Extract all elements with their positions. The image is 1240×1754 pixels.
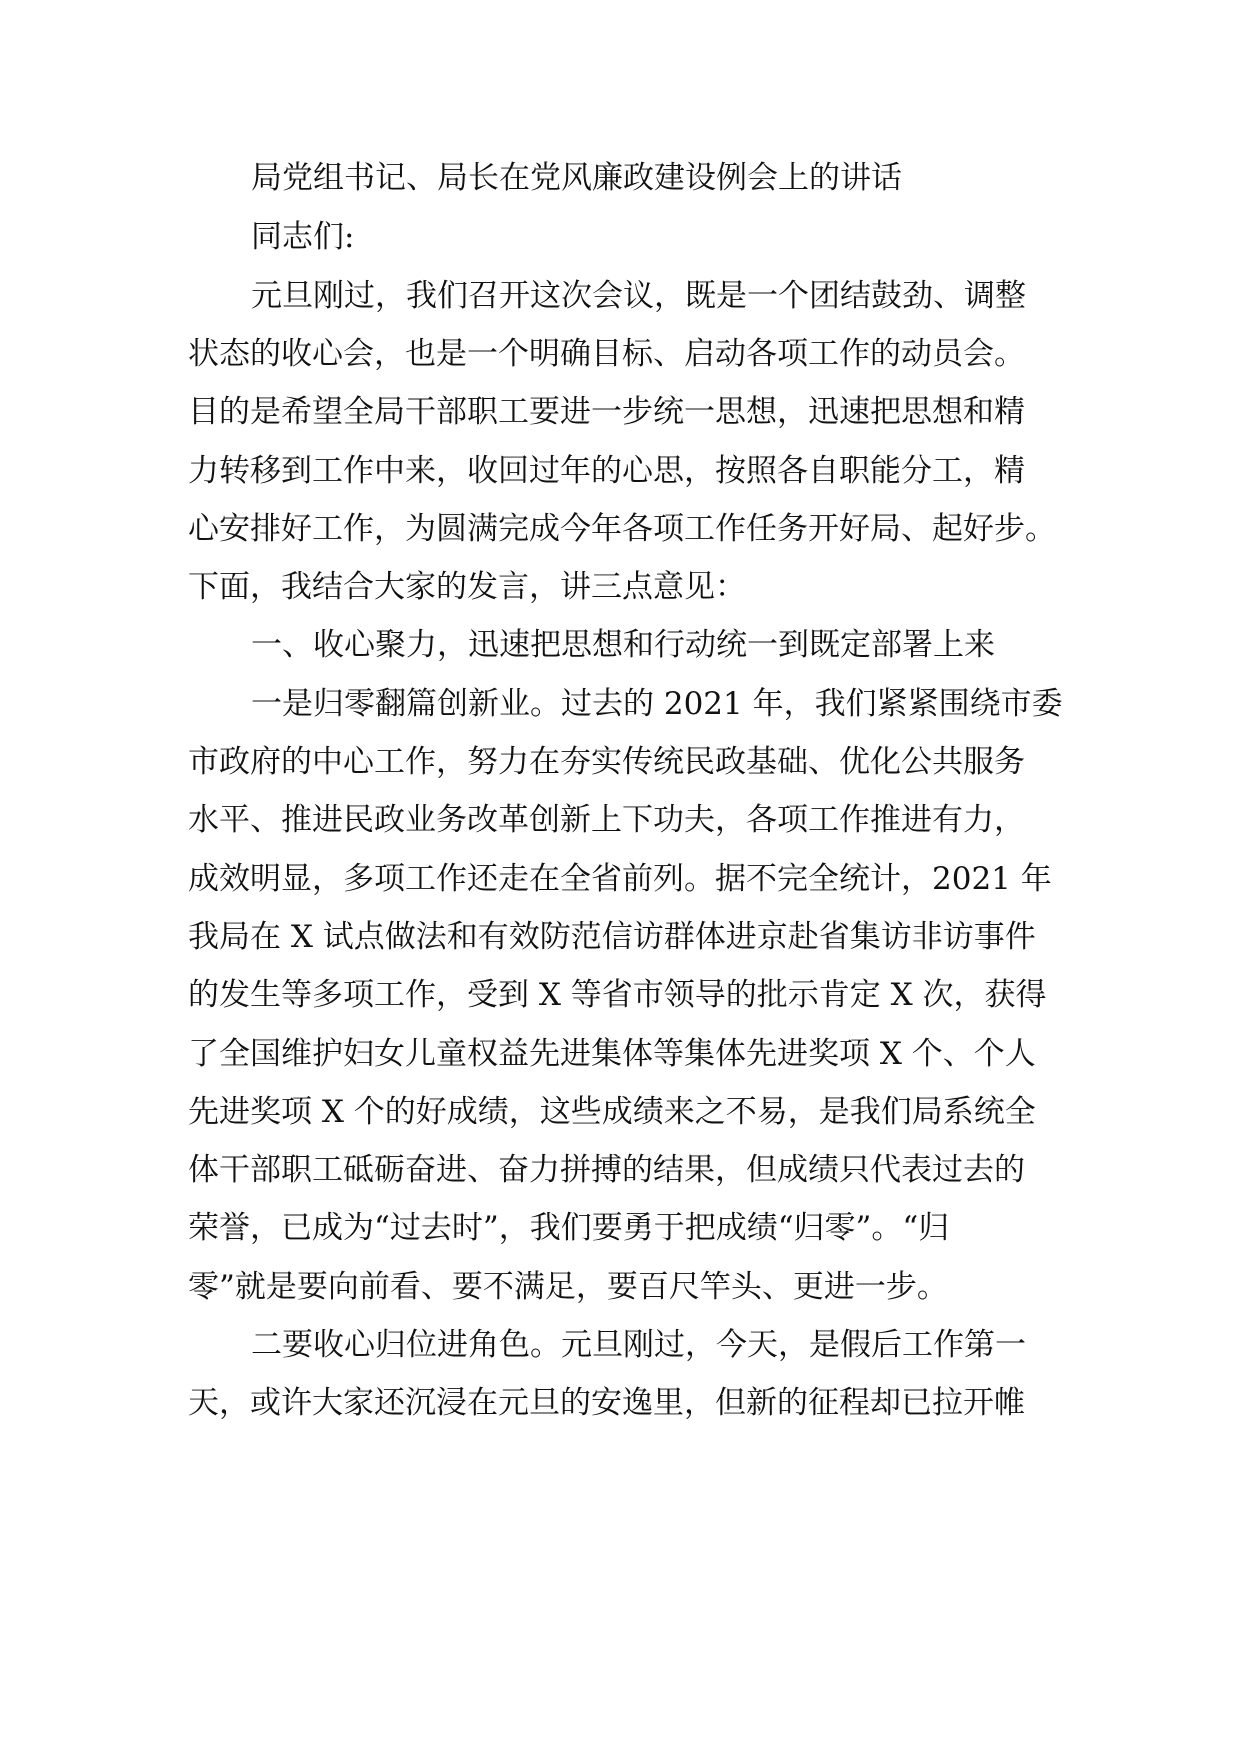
text-line: 先进奖项 X 个的好成绩，这些成绩来之不易，是我们局系统全: [188, 1094, 1036, 1130]
text-line: 我局在 X 试点做法和有效防范信访群体进京赴省集访非访事件: [188, 919, 1036, 955]
text-line: 心安排好工作，为圆满完成今年各项工作任务开好局、起好步。: [188, 511, 1056, 547]
salutation: 同志们:: [251, 219, 355, 255]
document-title: 局党组书记、局长在党风廉政建设例会上的讲话: [251, 160, 902, 196]
text-line: 一是归零翻篇创新业。过去的 2021 年，我们紧紧围绕市委: [251, 686, 1063, 722]
text-line: 元旦刚过，我们召开这次会议，既是一个团结鼓劲、调整: [251, 278, 1026, 314]
text-line: 荣誉，已成为“过去时”，我们要勇于把成绩“归零”。“归: [188, 1210, 950, 1246]
text-line: 了全国维护妇女儿童权益先进集体等集体先进奖项 X 个、个人: [188, 1036, 1036, 1072]
text-line: 市政府的中心工作，努力在夯实传统民政基础、优化公共服务: [188, 744, 1025, 780]
text-line: 天，或许大家还沉浸在元旦的安逸里，但新的征程却已拉开帷: [188, 1385, 1025, 1421]
text-line: 状态的收心会，也是一个明确目标、启动各项工作的动员会。: [188, 336, 1025, 372]
text-line: 二要收心归位进角色。元旦刚过，今天，是假后工作第一: [251, 1327, 1026, 1363]
text-line: 零”就是要向前看、要不满足，要百尺竿头、更进一步。: [188, 1269, 948, 1305]
text-line: 水平、推进民政业务改革创新上下功夫，各项工作推进有力，: [188, 802, 1025, 838]
section-heading: 一、收心聚力，迅速把思想和行动统一到既定部署上来: [251, 627, 995, 663]
text-line: 下面，我结合大家的发言，讲三点意见：: [188, 569, 746, 605]
text-line: 力转移到工作中来，收回过年的心思，按照各自职能分工，精: [188, 453, 1025, 489]
text-line: 目的是希望全局干部职工要进一步统一思想，迅速把思想和精: [188, 394, 1025, 430]
text-line: 体干部职工砥砺奋进、奋力拼搏的结果，但成绩只代表过去的: [188, 1152, 1025, 1188]
text-line: 成效明显，多项工作还走在全省前列。据不完全统计，2021 年: [188, 861, 1052, 897]
text-line: 的发生等多项工作，受到 X 等省市领导的批示肯定 X 次，获得: [188, 977, 1047, 1013]
